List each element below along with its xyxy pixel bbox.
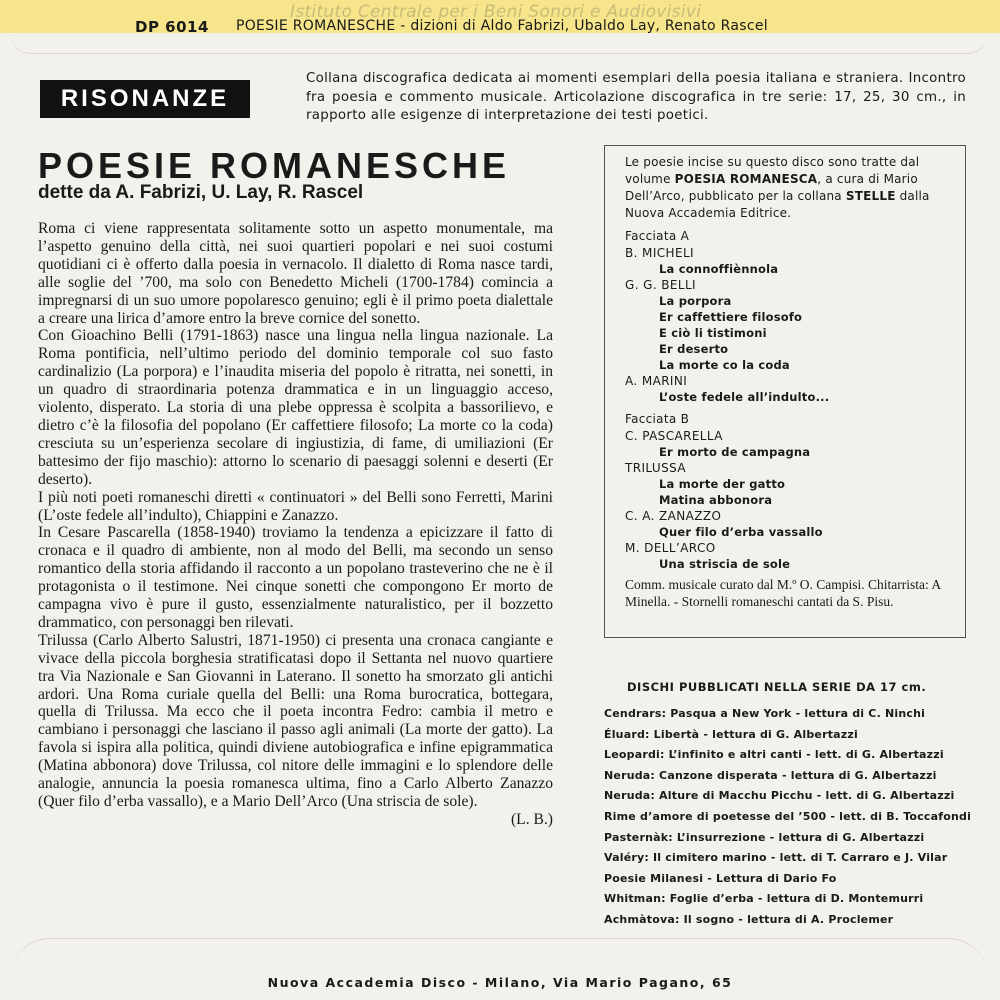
contents-box bbox=[604, 145, 966, 638]
list-item: Whitman: Foglie d’erba - lettura di D. Montemurri bbox=[604, 892, 924, 906]
intro-text: Le poesie incise su questo disco sono tratte dal volume bbox=[625, 155, 920, 186]
essay-paragraph: Con Gioachino Belli (1791-1863) nasce una lingua nella lingua nazionale. La Roma pontificia, nell’ultimo periodo del dominio temporale col suo fasto cardinalizio (La porpora) e l’inaudita miseria del popolo è ritratta, nei sonetti, in un quadro di straordinaria potenza drammatica e in un linguaggio acceso, violento, disperato. La storia di una plebe oppressa è scolpita a bassorilievo, e dietro c’è la filosofia del popolano (Er caffettiere filosofo; La morte co la coda) cresciuta su un’esperienza secolare di ingiustizia, di fame, di umiliazioni (Er battesimo der fijo maschio): attorno lo scenario di paesaggi solenni e deserti (Er deserto). bbox=[38, 327, 553, 488]
record-title-strip: POESIE ROMANESCHE - dizioni di Aldo Fabrizi, Ubaldo Lay, Renato Rascel bbox=[236, 18, 768, 34]
discs-title: DISCHI PUBBLICATI NELLA SERIE DA 17 cm. bbox=[627, 680, 927, 694]
author: A. MARINI bbox=[625, 374, 688, 388]
list-item: Poesie Milanesi - Lettura di Dario Fo bbox=[604, 871, 837, 885]
page-title: POESIE ROMANESCHE bbox=[38, 145, 511, 186]
essay-paragraph: Trilussa (Carlo Alberto Salustri, 1871-1950) ci presenta una cronaca cangiante e vivace della piccola borghesia stratificatasi dopo il Settanta nel nuovo quartiere tra Via Nazionale e San Giovanni in Laterano. Il sonetto ha smorzato gli antichi ardori. Una Roma curiale quella del Belli: una Roma burocratica, bottegara, quella di Trilussa. Ma ecco che il poeta incontra Fedro: cambia il metro e cambiano i personaggi che lasciano il passo agli animali (La morte der gatto). La favola si ispira alla politica, quindi diviene autobiografica e infine epigrammatica (Matina abbonora) dove Trilussa, col nitore delle immagini e lo splendore delle analogie, annuncia la poesia romanesca ultima, fino a Carlo Alberto Zanazzo (Quer filo d’erba vassallo), e a Mario Dell’Arco (Una striscia de sole). bbox=[38, 631, 553, 810]
intro-series: STELLE bbox=[845, 189, 896, 203]
poem: E ciò li tistimoni bbox=[659, 326, 767, 340]
poem: La porpora bbox=[659, 294, 732, 308]
intro-text: dalla Nuova Accademia Editrice. bbox=[625, 189, 930, 220]
list-item: Rime d’amore di poetesse del ’500 - lett. di B. Toccafondi bbox=[604, 809, 972, 823]
list-item: Achmàtova: Il sogno - lettura di A. Proclemer bbox=[604, 912, 894, 926]
credits: Comm. musicale curato dal M.º O. Campisi. Chitarrista: A Minella. - Stornelli romaneschi cantati da S. Pisu. bbox=[625, 577, 941, 609]
contents-intro bbox=[625, 154, 955, 222]
author: TRILUSSA bbox=[625, 461, 686, 475]
poem: La morte der gatto bbox=[659, 477, 786, 491]
list-item: Neruda: Alture di Macchu Picchu - lett. di G. Albertazzi bbox=[604, 789, 955, 803]
poem: Una striscia de sole bbox=[659, 557, 791, 571]
series-badge: RISONANZE bbox=[40, 80, 250, 118]
catalog-code: DP 6014 bbox=[135, 18, 209, 36]
list-item: Pasternàk: L’insurrezione - lettura di G. Albertazzi bbox=[604, 830, 925, 844]
author: M. DELL’ARCO bbox=[625, 541, 716, 555]
list-item: Neruda: Canzone disperata - lettura di G. Albertazzi bbox=[604, 768, 937, 782]
list-item: Éluard: Libertà - lettura di G. Albertazzi bbox=[604, 727, 858, 741]
top-strip bbox=[0, 0, 1000, 36]
essay-paragraph: I più noti poeti romaneschi diretti « continuatori » del Belli sono Ferretti, Marini (L’oste fedele all’indulto), Chiappini e Zanazzo. bbox=[38, 488, 553, 524]
list-item: Cendrars: Pasqua a New York - lettura di C. Ninchi bbox=[604, 707, 926, 720]
archive-watermark: Istituto Centrale per i Beni Sonori e Audiovisivi bbox=[290, 2, 702, 22]
essay-signature: (L. B.) bbox=[510, 810, 553, 828]
author: C. A. ZANAZZO bbox=[625, 509, 722, 523]
poem: L’oste fedele all’indulto... bbox=[659, 390, 830, 404]
poem: La morte co la coda bbox=[659, 358, 790, 372]
discs-list bbox=[604, 704, 984, 931]
author: B. MICHELI bbox=[625, 246, 694, 260]
poem: Er morto de campagna bbox=[659, 445, 811, 459]
author: G. G. BELLI bbox=[625, 278, 696, 292]
essay-paragraph: Roma ci viene rappresentata solitamente sotto un aspetto monumentale, ma l’aspetto genuino della città, nei suoi quartieri popolari e nei suoi costumi quotidiani ci è offerto dalla poesia in vernacolo. Il dialetto di Roma nasce tardi, alle soglie del ’700, ma solo con Benedetto Micheli (1700-1784) comincia a impregnarsi di un suo umore popolaresco genuino; egli è il primo poeta dialettale a creare una lirica d’amore entro la breve cornice del sonetto. bbox=[38, 220, 553, 327]
list-item: Valéry: Il cimitero marino - lett. di T. Carraro e J. Vilar bbox=[604, 851, 948, 865]
publisher-footer: Nuova Accademia Disco - Milano, Via Mario Pagano, 65 bbox=[267, 975, 733, 990]
essay bbox=[38, 220, 553, 829]
intro-book: POESIA ROMANESCA bbox=[674, 172, 818, 186]
poem: Quer filo d’erba vassallo bbox=[659, 525, 823, 539]
poem: Er caffettiere filosofo bbox=[659, 310, 803, 324]
series-description: Collana discografica dedicata ai momenti esemplari della poesia italiana e straniera. Incontro fra poesia e commento musicale. Articolazione discografica in tre serie: 17, 25, 30 cm., in rapporto alle esigenze di interpretazione dei testi poetici. bbox=[306, 71, 966, 123]
page-subtitle: dette da A. Fabrizi, U. Lay, R. Rascel bbox=[38, 182, 364, 203]
essay-paragraph: In Cesare Pascarella (1858-1940) troviamo la tendenza a epicizzare il fatto di cronaca e il quadro di ambiente, non al modo del Belli, ma secondo un senso romantico della storia affidando il racconto a un popolano trasteverino che ne è il protagonista o il testimone. Nei cinque sonetti che compongono Er morto de campagna vivo è pure il gusto, essenzialmente naturalistico, per il bozzetto drammatico, con personaggi ben rilevati. bbox=[38, 524, 553, 631]
intro-text: , a cura di Mario Dell’Arco, pubblicato per la collana bbox=[625, 172, 918, 203]
side-a-label: Facciata A bbox=[625, 229, 690, 243]
side-b-label: Facciata B bbox=[625, 412, 690, 426]
list-item: Leopardi: L’infinito e altri canti - lett. di G. Albertazzi bbox=[604, 748, 944, 762]
author: C. PASCARELLA bbox=[625, 429, 723, 443]
poem: Er deserto bbox=[659, 342, 729, 356]
sleeve-flap-top bbox=[10, 33, 988, 54]
poem: La connoffiènnola bbox=[659, 262, 779, 276]
poem: Matina abbonora bbox=[659, 493, 773, 507]
